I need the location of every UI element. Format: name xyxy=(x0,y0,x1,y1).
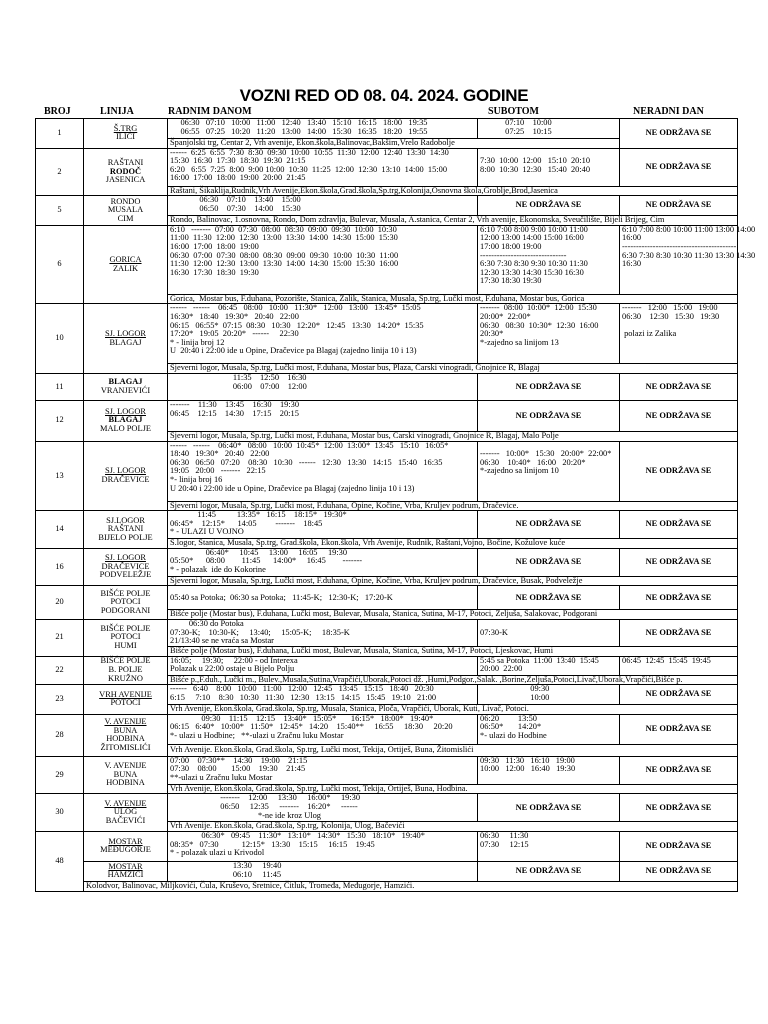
header-neradni-dan: NERADNI DAN xyxy=(633,106,704,117)
route-name: SJ. LOGOR BLAGAJ MALO POLJE xyxy=(84,400,168,441)
route-number: 10 xyxy=(36,304,84,374)
saturday-times: 06:20 13:50 06:50* 14:20* *- ulazi do Hodbine xyxy=(478,714,620,744)
weekday-times: 06:30 07:10 13:40 15:00 06:50 07:30 14:00 15:30 xyxy=(168,196,478,216)
route-name: BIŠĆE POLJE POTOCI HUMI xyxy=(84,619,168,656)
route-name: Š.TRG ILIĆI xyxy=(84,119,168,149)
table-row xyxy=(36,304,738,364)
route-stops: Sjeverni logor, Musala, Sp.trg, Lučki most, F.duhana, Mostar bus, Plaza, Carski vinogradi, Gnojnice R, Blagaj xyxy=(168,364,738,374)
header-subotom: SUBOTOM xyxy=(488,106,539,117)
route-number: 5 xyxy=(36,196,84,226)
saturday-times: 07:30-K xyxy=(478,619,620,646)
table-row xyxy=(36,714,738,744)
route-stops: Sjeverni logor, Musala, Sp.trg, Lučki most, F.duhana, Opine, Kočine, Vrba, Kruljev podrum, Dračevice, Busak, Podveležje xyxy=(168,576,738,586)
saturday-status: NE ODRŽAVA SE xyxy=(478,586,620,610)
holiday-status: NE ODRŽAVA SE xyxy=(620,548,738,576)
page-title: VOZNI RED OD 08. 04. 2024. GODINE xyxy=(239,86,529,105)
route-stops: Španjolski trg, Centar 2, Vrh avenije, Ekon.škola,Balinovac,Bakšim,Vrelo Radobolje xyxy=(168,139,620,149)
holiday-status: NE ODRŽAVA SE xyxy=(620,148,738,186)
route-number: 29 xyxy=(36,756,84,794)
table-row xyxy=(36,756,738,784)
route-number: 48 xyxy=(36,831,84,891)
saturday-times: 09:30 10:00 xyxy=(478,685,620,705)
route-stops: S.logor, Stanica, Musala, Sp.trg, Grad.škola, Ekon.škola, Vrh Avenije, Rudnik, Raštani,Vojno, Bočine, Kožulove kuće xyxy=(168,539,738,549)
route-number: 12 xyxy=(36,400,84,441)
weekday-times: 06:40* 10:45 13:00 16:05 19:30 05:50* 08:00 11:45 14:00* 16:45 ------- * - polazak ide do Kokorine xyxy=(168,548,478,576)
holiday-status: NE ODRŽAVA SE xyxy=(620,119,738,149)
route-name: V. AVENIJE BUNA HODBINA xyxy=(84,756,168,794)
saturday-times: ------- 10:00* 15:30 20:00* 22:00* 06:30 10:40* 16:00 20:20* *-zajedno sa linijom 10 xyxy=(478,441,620,501)
table-row xyxy=(36,656,738,675)
weekday-times: ------ ------ 06:40* 08:00 10:00 10:45* 12:00 13:00* 13:45 15:10 16:05* 18:40 19:30* 20:40 22:00 06:30 06:50 07:20 08:30 10:30 ------ 12:30 13:30 14:15 15:40 16:35 19:05 20:00 ------- 22:15 *- linija broj 16 U 20:40 i 22:00 ide u Opine, Dračevice pa Blagaj (zajedno linija 10 i 13) xyxy=(168,441,478,501)
table-row xyxy=(36,225,738,294)
route-name: VRH AVENIJE POTOCI xyxy=(84,685,168,715)
weekday-times: 06:30* 09:45 11:30* 13:10* 14:30* 15:30 18:10* 19:40* 08:35* 07:30 12:15* 13:30 15:15 16:15 19:45 * - polazak ulazi u Krivodol xyxy=(168,831,478,861)
route-name: SJ. LOGOR DRAČEVICE PODVELEŽJE xyxy=(84,548,168,586)
table-row xyxy=(36,586,738,610)
table-row xyxy=(36,794,738,822)
route-name: MOSTAR MEĐUGORJE xyxy=(84,831,168,861)
weekday-times: 16:05; 19:30; 22:00 - od Interexa Polazak u 22:00 ostaje u Bijelo Polju xyxy=(168,656,478,675)
holiday-status: NE ODRŽAVA SE xyxy=(620,400,738,431)
route-stops: Raštani, Šikaklija,Rudnik,Vrh Avenije,Ekon.škola,Grad.škola,Sp.trg,Kolonija,Osnovna škola,Groblje,Brod,Jasenica xyxy=(168,186,738,196)
route-number: 21 xyxy=(36,619,84,656)
route-name: GORICA ZALIK xyxy=(84,225,168,304)
holiday-status: NE ODRŽAVA SE xyxy=(620,511,738,539)
saturday-status: NE ODRŽAVA SE xyxy=(478,548,620,576)
weekday-times: 09:30 11:15 12:15 13:40* 15:05* 16:15* 18:00* 19:40* 06:15 6:40* 10:00* 11:50* 12:45* 14:20 15:40** 16:55 18:30 20:20 *- ulazi u Hodbine; **-ulazi u Zračnu luku Mostar xyxy=(168,714,478,744)
route-stops: Rondo, Balinovac, 1.osnovna, Rondo, Dom zdravlja, Bulevar, Musala, A.stanica, Centar 2, Vrh avenije, Ekonomska, Sveučilište, Bijeli Brijeg, Cim xyxy=(168,216,738,226)
route-number: 11 xyxy=(36,373,84,400)
route-stops: Sjeverni logor, Musala, Sp.trg, Lučki most, F.duhana, Opine, Kočine, Vrba, Kruljev podrum, Dračevice. xyxy=(168,501,738,511)
route-stops: Bišće p.,F.duh., Lučki m., Bulev.,Musala,Sutina,Vrapčići,Uborak,Potoci dž. ,Humi,Podgor.,Salak. ,Borine,Zeljuša,Potoci,Livač,Uborak,Vrapčići,Bišće p. xyxy=(168,675,738,685)
holiday-status: NE ODRŽAVA SE xyxy=(620,831,738,861)
saturday-times: ------- 08:00 10:00* 12:00 15:30 20:00* 22:00* 06:30 08:30 10:30* 12:30 16:00 20:30* *-zajedno sa linijom 13 xyxy=(478,304,620,364)
weekday-times: 06:30 do Potoka 07:30-K; 10:30-K; 13:40; 15:05-K; 18:35-K 21/13:40 se ne vraća sa Mostar xyxy=(168,619,478,646)
route-number: 13 xyxy=(36,441,84,511)
route-number: 14 xyxy=(36,511,84,549)
route-number: 30 xyxy=(36,794,84,832)
saturday-status: NE ODRŽAVA SE xyxy=(478,511,620,539)
route-stops: Vrh Avenije. Ekon.škola, Grad.škola, Sp.trg, Kolonija, Ulog, Bačevići xyxy=(168,822,738,832)
saturday-times: 07:10 10:00 07:25 10:15 xyxy=(478,119,620,139)
route-name: SJ.LOGOR RAŠTANI BIJELO POLJE xyxy=(84,511,168,549)
table-row xyxy=(36,511,738,539)
table-row xyxy=(36,119,738,139)
route-number: 16 xyxy=(36,548,84,586)
route-name: V. AVENIJE ULOG BAČEVIĆI xyxy=(84,794,168,832)
holiday-status: NE ODRŽAVA SE xyxy=(620,685,738,705)
route-name: BIŠĆE POLJE B. POLJE KRUŽNO xyxy=(84,656,168,685)
route-name: SJ. LOGOR BLAGAJ xyxy=(84,304,168,374)
table-row xyxy=(36,373,738,400)
table-row xyxy=(36,400,738,431)
holiday-times: 06:45 12:45 15:45 19:45 xyxy=(620,656,738,675)
route-stops: Vrh Avenije, Ekon.škola, Grad.škola, Sp.trg, Lučki most, Tekija, Ortiješ, Buna, Hodbina. xyxy=(168,784,738,794)
route-name: BLAGAJ VRANJEVIĆI xyxy=(84,373,168,400)
saturday-times: 09:30 11:30 16:10 19:00 10:00 12:00 16:40 19:30 xyxy=(478,756,620,784)
holiday-times: ------- 12:00 15:00 19:00 06:30 12:30 15:30 19:30 polazi iz Zalika xyxy=(620,304,738,364)
route-number: 2 xyxy=(36,148,84,196)
holiday-status: NE ODRŽAVA SE xyxy=(620,586,738,610)
saturday-times: 06:30 11:30 07:30 12:15 xyxy=(478,831,620,861)
saturday-status: NE ODRŽAVA SE xyxy=(478,861,620,881)
holiday-status: NE ODRŽAVA SE xyxy=(620,196,738,216)
table-row xyxy=(36,148,738,186)
table-row xyxy=(36,196,738,216)
weekday-times: 11:35 12:50 16:30 06:00 07:00 12:00 xyxy=(168,373,478,400)
route-number: 1 xyxy=(36,119,84,149)
timetable xyxy=(35,118,756,892)
weekday-times: ------ 6:25 6:55 7:30 8:30 09:30 10:00 10:55 11:30 12:00 12:40 13:30 14:30 15:30 16:30 17:30 18:30 19:30 21:15 6:20 6:55 7:25 8:00 9:00 10:00 10:30 11:25 12:00 12:30 13:10 14:00 15:00 16:00 17:00 18:00 19:00 20:00 21:45 xyxy=(168,148,478,186)
holiday-status: NE ODRŽAVA SE xyxy=(620,714,738,744)
holiday-status: NE ODRŽAVA SE xyxy=(620,861,738,881)
table-row xyxy=(36,685,738,705)
route-name: MOSTAR HAMZIĆI xyxy=(84,861,168,881)
saturday-times: 6:10 7:00 8:00 9:00 10:00 11:00 12:00 13:00 14:00 15:00 16:00 17:00 18:00 19:00 ------------------------------- 6:30 7:30 8:30 9:30 10:30 11:30 12:30 13:30 14:30 15:30 16:30 17:30 18:30 19:30 xyxy=(478,225,620,294)
weekday-times: 06:30 07:10 10:00 11:00 12:40 13:40 15:10 16:15 18:00 19:35 06:55 07:25 10:20 11:20 13:00 14:00 15:30 16:35 18:20 19:55 xyxy=(168,119,478,139)
route-name: RAŠTANI RODOČ JASENICA xyxy=(84,148,168,196)
route-stops: Vrh Avenije. Ekon.škola, Grad.škola, Sp.trg, Lučki most, Tekija, Ortiješ, Buna, Žitomislići xyxy=(168,744,738,756)
route-stops: Gorica, Mostar bus, F.duhana, Pozorište, Stanica, Zalik, Stanica, Musala, Sp.trg, Lučki most, F.duhana, Mostar bus, Gorica xyxy=(168,294,738,304)
header-linija: LINIJA xyxy=(100,106,134,117)
route-number: 22 xyxy=(36,656,84,685)
weekday-times: ------- 12:00 13:30 16:00* 19:30 06:50 12:35 ------- 16:20* ------ *-ne ide kroz Ulog xyxy=(168,794,478,822)
weekday-times: 05:40 sa Potoka; 06:30 sa Potoka; 11:45-K; 12:30-K; 17:20-K xyxy=(168,586,478,610)
holiday-times: 6:10 7:00 8:00 10:00 11:00 13:00 14:00 16:00 ----------------------------------------- 6:30 7:30 8:30 10:30 11:30 13:30 14:30 16:30 xyxy=(620,225,738,294)
route-stops: Vrh Avenije, Ekon.škola, Grad.škola, Sp.trg, Musala, Stanica, Ploča, Vrapčići, Uborak, Kuti, Livač, Potoci. xyxy=(168,705,738,715)
saturday-status: NE ODRŽAVA SE xyxy=(478,400,620,431)
route-stops: Bišće polje (Mostar bus), F.duhana, Lučki most, Bulevar, Musala, Stanica, Sutina, M-17, Potoci, Zeljuša, Salakovac, Podgorani xyxy=(168,610,738,620)
holiday-status: NE ODRŽAVA SE xyxy=(620,619,738,646)
table-row xyxy=(36,831,738,861)
table-row xyxy=(36,881,738,891)
header-broj: BROJ xyxy=(44,106,71,117)
saturday-status: NE ODRŽAVA SE xyxy=(478,373,620,400)
route-stops: Sjeverni logor, Musala, Sp.trg, Lučki most, F.duhana, Mostar bus, Carski vinogradi, Gnojnice R, Blagaj, Malo Polje xyxy=(168,431,738,441)
holiday-status: NE ODRŽAVA SE xyxy=(620,794,738,822)
saturday-times: 5:45 sa Potoka 11:00 13:40 15:45 20:00 22:00 xyxy=(478,656,620,675)
saturday-times: 7:30 10:00 12:00 15:10 20:10 8:00 10:30 12:30 15:40 20:40 xyxy=(478,148,620,186)
route-name: SJ. LOGOR DRAČEVICE xyxy=(84,441,168,511)
route-stops: Bišće polje (Mostar bus), F.duhana, Lučki most, Bulevar, Musala, Stanica, Sutina, M-17, Potoci, Ljeskovac, Humi xyxy=(168,646,738,656)
holiday-status: NE ODRŽAVA SE xyxy=(620,441,738,501)
route-number: 6 xyxy=(36,225,84,304)
route-name: BIŠĆE POLJE POTOCI PODGORANI xyxy=(84,586,168,620)
weekday-times: 13:30 19:40 06:10 11:45 xyxy=(168,861,478,881)
holiday-status: NE ODRŽAVA SE xyxy=(620,756,738,784)
route-number: 23 xyxy=(36,685,84,715)
weekday-times: 6:10 ------- 07:00 07:30 08:00 08:30 09:00 09:30 10:00 10:30 11:00 11:30 12:00 12:30 13:00 13:30 14:00 14:30 15:00 15:30 16:00 17:00 18:00 19:00 06:30 07:00 07:30 08:00 08:30 09:00 09:30 10:00 10:30 11:00 11:30 12:00 12:30 13:00 13:30 14:00 14:30 15:00 15:30 16:00 16:30 17:30 18:30 19:30 xyxy=(168,225,478,294)
table-row xyxy=(36,861,738,881)
route-name: V. AVENIJE BUNA HODBINA ŽITOMISLIĆI xyxy=(84,714,168,756)
weekday-times: 11:45 13:35* 16:15 18:15* 19:30* 06:45* 12:15* 14:05 ------- 18:45 * - ULAZI U VOJNO xyxy=(168,511,478,539)
route-stops: Kolodvor, Balinovac, Miljkovići, Čula, Kruševo, Sretnice, Čitluk, Tromeđa, Međugorje, Hamzići. xyxy=(84,881,738,891)
weekday-times: ------ 6:40 8:00 10:00 11:00 12:00 12:45 13:45 15:15 18:40 20:30 6:15 7:10 8:30 10:30 11:30 12:30 13:15 14:15 15:45 19:10 21:00 xyxy=(168,685,478,705)
table-row xyxy=(36,441,738,501)
weekday-times: ------ ------ 06:45 08:00 10:00 11:30* 12:00 13:00 13:45* 15:05 16:30* 18:40 19:30* 20:40 22:00 06:15 06:55* 07:15 08:30 10:30 12:20* 12:45 13:30 14:20* 15:35 17:20* 19:05 20:20* ------ 22:30 * - linija broj 12 U 20:40 i 22:00 ide u Opine, Dračevice pa Blagaj (zajedno linija 10 i 13) xyxy=(168,304,478,364)
saturday-status: NE ODRŽAVA SE xyxy=(478,196,620,216)
route-name: RONDO MUSALA CIM xyxy=(84,196,168,226)
holiday-status: NE ODRŽAVA SE xyxy=(620,373,738,400)
saturday-status: NE ODRŽAVA SE xyxy=(478,794,620,822)
weekday-times: 07:00 07:30** 14:30 19:00 21:15 07:30 08:00 15:00 19:30 21:45 **-ulazi u Zračnu luku Mostar xyxy=(168,756,478,784)
route-number: 20 xyxy=(36,586,84,620)
route-number: 28 xyxy=(36,714,84,756)
table-row xyxy=(36,619,738,646)
header-radnim-danom: RADNIM DANOM xyxy=(168,106,252,117)
table-row xyxy=(36,548,738,576)
weekday-times: ------- 11:30 13:45 16:30 19:30 06:45 12:15 14:30 17:15 20:15 xyxy=(168,400,478,431)
